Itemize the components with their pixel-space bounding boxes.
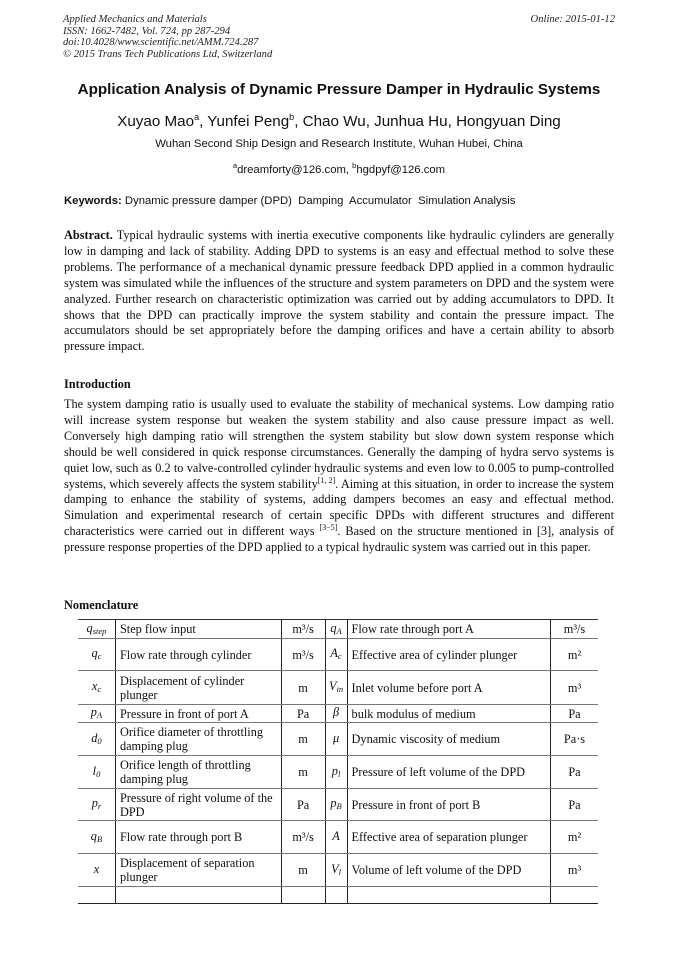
unit-cell: Pa: [551, 705, 598, 723]
unit-cell: m³/s: [551, 620, 598, 639]
symbol: q: [91, 646, 98, 660]
symbol-subscript: in: [336, 684, 344, 694]
intro-text-part: The system damping ratio is usually used to evaluate the stability of mechanical systems. Low damping ratio will increase system response but weaken the system stability and also cause pressure impact as well. Conversely high damping ratio will strengthen the system stability but slow down system response which should be well considered in quick response circumstances. Generally the damping of hydra servo systems is quiet low, such as 0.2 to valve-controlled cylinder hydraulic systems and even low to 0.005 to pump-controlled systems, which severely affects the system stability: [64, 397, 614, 491]
symbol-subscript: c: [97, 651, 102, 661]
abstract-label: Abstract.: [64, 228, 113, 242]
unit-cell: m³/s: [281, 821, 325, 854]
separator: ,: [365, 113, 375, 130]
unit-cell: m³/s: [281, 620, 325, 639]
description-cell: Flow rate through port A: [347, 620, 550, 639]
symbol-cell: [78, 821, 115, 854]
separator: ,: [447, 113, 457, 130]
copyright-line: © 2015 Trans Tech Publications Ltd, Switzerland: [63, 48, 273, 60]
description-cell: bulk modulus of medium: [347, 705, 550, 723]
symbol-subscript: c: [337, 651, 342, 661]
description-cell: Volume of left volume of the DPD: [347, 854, 550, 887]
author-name: Yunfei Peng: [207, 113, 290, 130]
symbol: q: [330, 620, 337, 635]
symbol: d: [91, 730, 98, 745]
symbol-cell: [325, 705, 347, 723]
unit-cell: Pa·s: [551, 723, 598, 756]
doi-line: doi:10.4028/www.scientific.net/AMM.724.287: [63, 37, 259, 49]
symbol-cell: [78, 723, 115, 756]
description-cell: [347, 887, 550, 904]
table-row: [78, 620, 598, 639]
email-list: [0, 161, 678, 176]
table-row: [78, 756, 598, 789]
unit-cell: Pa: [551, 789, 598, 821]
description-cell: Displacement of separation plunger: [115, 854, 281, 887]
table-row: [78, 671, 598, 705]
symbol-subscript: B: [336, 801, 342, 811]
symbol-cell: [325, 639, 347, 671]
unit-cell: [551, 887, 598, 904]
description-cell: Dynamic viscosity of medium: [347, 723, 550, 756]
citation[interactable]: [1, 2]: [317, 475, 336, 485]
description-cell: Inlet volume before port A: [347, 671, 550, 705]
author-name: Chao Wu: [302, 113, 366, 130]
symbol: p: [331, 763, 338, 778]
symbol-subscript: A: [336, 625, 342, 636]
symbol-subscript: l: [337, 768, 341, 779]
table-row: [78, 639, 598, 671]
abstract: [64, 228, 614, 355]
unit-cell: m: [281, 854, 325, 887]
author-list: [0, 112, 678, 130]
unit-cell: m: [281, 756, 325, 789]
paper-title: Application Analysis of Dynamic Pressure Damper in Hydraulic Systems: [77, 81, 601, 98]
affiliation-mark: b: [289, 112, 295, 122]
unit-cell: m²: [551, 821, 598, 854]
description-cell: Pressure of left volume of the DPD: [347, 756, 550, 789]
symbol: l: [92, 763, 97, 778]
intro-text-part: . Based on the structure mentioned in [3], analysis of pressure response properties of the DPD applied to a typical hydraulic system was carried out in this paper.: [64, 524, 614, 555]
symbol-cell: [78, 756, 115, 789]
description-cell: Flow rate through port B: [115, 821, 281, 854]
keywords: [64, 195, 515, 207]
symbol-cell: [325, 723, 347, 756]
unit-cell: Pa: [281, 789, 325, 821]
description-cell: Displacement of cylinder plunger: [115, 671, 281, 705]
author-name: Xuyao Mao: [117, 113, 195, 130]
symbol-cell: [325, 821, 347, 854]
intro-text-part: . Aiming at this situation, in order to increase the system damping to enhance the stability of systems, adding dampers becomes an easy and effectual method. Simulation and experimental research of certain specific DPDs with different structures and different characteristics were carried out in different ways: [64, 476, 614, 539]
keywords-label: Keywords:: [64, 195, 122, 207]
symbol-subscript: c: [97, 684, 102, 694]
symbol-cell: [325, 887, 347, 904]
section-heading-nomenclature: Nomenclature: [64, 598, 139, 612]
symbol: p: [330, 796, 337, 810]
symbol-subscript: B: [96, 833, 103, 844]
description-cell: Orifice length of throttling damping plug: [115, 756, 281, 789]
symbol: p: [90, 705, 97, 719]
unit-cell: Pa: [281, 705, 325, 723]
table-row: [78, 705, 598, 723]
symbol: A: [330, 646, 338, 660]
symbol-subscript: l: [338, 866, 341, 877]
symbol-cell: [325, 789, 347, 821]
journal-name: Applied Mechanics and Materials: [63, 14, 207, 25]
symbol-cell: [78, 639, 115, 671]
table-row: [78, 723, 598, 756]
description-cell: Step flow input: [115, 620, 281, 639]
unit-cell: m: [281, 671, 325, 705]
unit-cell: m: [281, 723, 325, 756]
description-cell: Pressure of right volume of the DPD: [115, 789, 281, 821]
description-cell: Effective area of cylinder plunger: [347, 639, 550, 671]
section-heading-introduction: Introduction: [64, 377, 131, 391]
description-cell: Pressure in front of port B: [347, 789, 550, 821]
symbol-cell: [325, 756, 347, 789]
description-cell: Flow rate through cylinder: [115, 639, 281, 671]
email-address[interactable]: dreamforty@126.com: [237, 164, 346, 176]
symbol-cell: [78, 854, 115, 887]
unit-cell: m³: [551, 671, 598, 705]
symbol-subscript: A: [96, 710, 103, 720]
separator: ,: [294, 113, 303, 130]
description-cell: [115, 887, 281, 904]
symbol: V: [331, 861, 339, 876]
keywords-text: Dynamic pressure damper (DPD) Damping Accumulator Simulation Analysis: [124, 195, 516, 207]
unit-cell: Pa: [551, 756, 598, 789]
unit-cell: m³/s: [281, 639, 325, 671]
affiliation: Wuhan Second Ship Design and Research Institute, Wuhan Hubei, China: [155, 138, 523, 150]
symbol-subscript: step: [92, 625, 107, 636]
unit-cell: [281, 887, 325, 904]
symbol-cell: [78, 620, 115, 639]
symbol: μ: [332, 730, 340, 745]
symbol-cell: [78, 789, 115, 821]
symbol-subscript: 0: [97, 735, 102, 746]
author-name: Junhua Hu: [374, 113, 448, 130]
nomenclature-table: [78, 619, 598, 904]
email-mark: b: [352, 161, 357, 170]
symbol: q: [86, 620, 93, 635]
author-name: Hongyuan Ding: [456, 113, 561, 130]
separator: ,: [199, 113, 208, 130]
table-row: [78, 789, 598, 821]
introduction-text: [64, 397, 614, 556]
symbol: x: [91, 679, 98, 693]
symbol-subscript: r: [97, 801, 102, 811]
abstract-text: Typical hydraulic systems with inertia executive components like hydraulic cylinders are generally low in damping and lack of stability. Adding DPD to systems is an easy and effectual method to solve these problems. The performance of a mechanical dynamic pressure feedback DPD applied in a common hydraulic system was simulated while the influences of the structure and system parameters on DPD and the system were analyzed. Further research on characteristic optimization was carried out by adding accumulators to DPD. It shows that the DPD can practically improve the system stability and contain the pressure impact. The accumulators should be set appropriately before the damping orifices and have a certain ability to absorb pressure impact.: [64, 228, 614, 354]
email-mark: a: [232, 161, 238, 170]
symbol-subscript: 0: [96, 768, 101, 779]
symbol: x: [93, 861, 100, 876]
description-cell: Effective area of separation plunger: [347, 821, 550, 854]
online-date: Online: 2015-01-12: [530, 14, 615, 25]
symbol: p: [91, 796, 98, 810]
issn-line: ISSN: 1662-7482, Vol. 724, pp 287-294: [63, 25, 231, 37]
symbol-cell: [78, 705, 115, 723]
symbol-cell: [325, 854, 347, 887]
unit-cell: m²: [551, 639, 598, 671]
description-cell: Orifice diameter of throttling damping plug: [115, 723, 281, 756]
symbol-cell: [78, 671, 115, 705]
table-row: [78, 821, 598, 854]
symbol-cell: [325, 671, 347, 705]
email-address[interactable]: hgdpyf@126.com: [356, 164, 446, 176]
description-cell: Pressure in front of port A: [115, 705, 281, 723]
symbol: A: [332, 828, 340, 843]
journal-header: [63, 14, 272, 60]
affiliation-mark: a: [194, 112, 200, 122]
unit-cell: m³: [551, 854, 598, 887]
symbol: q: [90, 828, 97, 843]
table-row: [78, 854, 598, 887]
separator: ,: [345, 164, 353, 176]
symbol-cell: [78, 887, 115, 904]
symbol-cell: [325, 620, 347, 639]
symbol: β: [332, 705, 340, 719]
symbol: V: [328, 679, 337, 693]
citation[interactable]: [3−5]: [319, 523, 338, 533]
table-row: [78, 887, 598, 904]
